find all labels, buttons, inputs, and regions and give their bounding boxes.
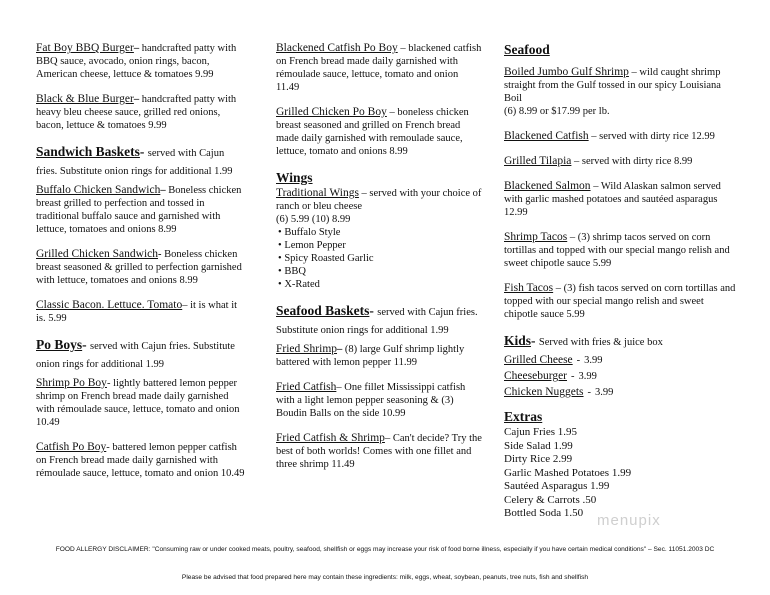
item-name: Shrimp Tacos — [504, 231, 568, 243]
extras-list — [504, 426, 740, 521]
section-heading-wings: Wings — [276, 170, 313, 185]
list-item: • Lemon Pepper — [276, 239, 482, 252]
item-desc: battered lemon pepper catfish on French bread made daily garnished with rémoulade sauce, lettuce, tomato and onion 10.49 — [36, 442, 245, 479]
item-desc: served with dirty rice 8.99 — [581, 156, 693, 167]
item-desc: Boneless chicken breast seasoned & grilled to perfection garnished with lettuce, tomatoes and onions 8.99 — [36, 249, 242, 286]
menu-item: Fried Shrimp– (8) large Gulf shrimp lightly battered with lemon pepper 11.99 — [276, 343, 465, 368]
menu-item: Grilled Chicken Sandwich- Boneless chicken breast seasoned & grilled to perfection garnished with lettuce, tomatoes and onions 8.99 — [36, 248, 242, 286]
section-heading-po-boys: Po Boys- served with Cajun fries. Substitute onion rings for additional 1.99 — [36, 337, 235, 370]
item-desc: Can't decide? Try the best of both worlds! Comes with one fillet and three shrimp 11.49 — [276, 433, 482, 470]
item-desc: boneless chicken breast seasoned and grilled on French bread made daily garnished with remoulade sauce, lettuce, tomato and onions 8.99 — [276, 107, 469, 157]
watermark-logo: menupix — [597, 512, 661, 529]
wing-flavor-list — [276, 226, 482, 291]
list-item: Garlic Mashed Potatoes 1.99 — [504, 466, 632, 479]
item-desc: handcrafted patty with BBQ sauce, avocado, onion rings, bacon, American cheese, lettuce & tomatoes 9.99 — [36, 43, 237, 80]
allergy-disclaimer: FOOD ALLERGY DISCLAIMER: "Consuming raw or under cooked meats, poultry, seafood, shellfish or eggs may increase your risk of food borne illness, especially if you have certain medical conditions" – Sec. 11051.2003 DC — [55, 546, 715, 553]
menu-item: Catfish Po Boy- battered lemon pepper catfish on French bread made daily garnished with rémoulade sauce, lettuce, tomato and onion 10.49 — [36, 441, 245, 479]
item-name: Black & Blue Burger — [36, 93, 134, 105]
list-item: Bottled Soda 1.50 — [504, 507, 584, 519]
section-desc: Served with fries & juice box — [538, 337, 663, 348]
item-desc: (8) large Gulf shrimp lightly battered with lemon pepper 11.99 — [276, 344, 465, 368]
item-desc: lightly battered lemon pepper shrimp on French bread made daily garnished with rémoulade sauce, lettuce, tomato and onion 10.49 — [36, 378, 240, 428]
item-desc: Boneless chicken breast grilled to perfection and tossed in traditional buffalo sauce and garnished with lettuce, tomatoes and onions 8.99 — [36, 185, 242, 235]
item-desc: (3) shrimp tacos served on corn tortillas and topped with our special mango relish and sweet chipotle sauce 5.99 — [504, 232, 730, 269]
item-name: Blackened Salmon — [504, 180, 591, 192]
menu-item: Blackened Catfish – served with dirty rice 12.99 — [504, 130, 715, 142]
section-heading-seafood-baskets: Seafood Baskets- served with Cajun fries. Substitute onion rings for additional 1.99 — [276, 303, 478, 336]
item-name: Classic Bacon. Lettuce. Tomato — [36, 299, 183, 311]
item-name: Grilled Chicken Po Boy — [276, 106, 387, 118]
item-desc: (3) fish tacos served on corn tortillas and topped with our special mango relish and sweet chipotle sauce 5.99 — [504, 283, 736, 320]
ingredients-notice: Please be advised that food prepared here may contain these ingredients: milk, eggs, wheat, soybean, peanuts, tree nuts, fish and shellfish — [181, 574, 589, 581]
list-item: Dirty Rice 2.99 — [504, 453, 573, 465]
section-heading-sandwich-baskets: Sandwich Baskets- served with Cajun fries. Substitute onion rings for additional 1.99 — [36, 144, 233, 177]
item-price: 3.99 — [595, 387, 614, 398]
menu-item: Shrimp Po Boy- lightly battered lemon pepper shrimp on French bread made daily garnished with rémoulade sauce, lettuce, tomato and onion 10.49 — [36, 377, 240, 428]
extras-section — [504, 409, 740, 521]
menu-item: Fat Boy BBQ Burger– handcrafted patty with BBQ sauce, avocado, onion rings, bacon, American cheese, lettuce & tomatoes 9.99 — [36, 42, 237, 80]
menu-item: Fried Catfish– One fillet Mississippi catfish with a light lemon pepper seasoning & (3) Boudin Balls on the side 10.99 — [276, 381, 466, 419]
item-desc: served with dirty rice 12.99 — [599, 131, 715, 142]
item-desc: it is what it is. 5.99 — [36, 300, 238, 324]
list-item: • Spicy Roasted Garlic — [276, 252, 482, 265]
item-desc: served with your choice of ranch or bleu cheese — [276, 188, 482, 212]
menu-item: Fried Catfish & Shrimp– Can't decide? Try the best of both worlds! Comes with one fillet and three shrimp 11.49 — [276, 432, 482, 470]
item-name: Fried Shrimp — [276, 343, 338, 355]
menu-item: Grilled Cheese - 3.99 — [504, 354, 603, 366]
menu-item: Fish Tacos – (3) fish tacos served on corn tortillas and topped with our special mango relish and sweet chipotle sauce 5.99 — [504, 282, 736, 320]
item-name: Traditional Wings — [276, 187, 359, 199]
list-item: • BBQ — [276, 265, 482, 278]
list-item: Sautéed Asparagus 1.99 — [504, 480, 610, 492]
menu-item: Chicken Nuggets - 3.99 — [504, 386, 614, 398]
item-desc: wild caught shrimp straight from the Gulf tossed in our spicy Louisiana Boil — [504, 67, 721, 104]
menu-item: Blackened Catfish Po Boy – blackened catfish on French bread made daily garnished with rémoulade sauce, lettuce, tomato and onion 11.49 — [276, 42, 482, 93]
list-item: • X-Rated — [276, 278, 482, 291]
item-name: Grilled Cheese — [504, 354, 573, 366]
section-heading-seafood: Seafood — [504, 42, 550, 57]
item-desc: handcrafted patty with heavy bleu cheese sauce, grilled red onions, bacon, lettuce & tomatoes 9.99 — [36, 94, 237, 131]
item-name: Grilled Chicken Sandwich — [36, 248, 159, 260]
menu-item: Black & Blue Burger– handcrafted patty with heavy bleu cheese sauce, grilled red onions, bacon, lettuce & tomatoes 9.99 — [36, 93, 237, 131]
section-heading-kids: Kids- Served with fries & juice box — [504, 333, 663, 348]
menu-item: Buffalo Chicken Sandwich– Boneless chicken breast grilled to perfection and tossed in traditional buffalo sauce and garnished with lettuce, tomatoes and onions 8.99 — [36, 184, 242, 235]
item-desc: Wild Alaskan salmon served with garlic mashed potatoes and sautéed asparagus 12.99 — [504, 181, 721, 218]
item-desc: One fillet Mississippi catfish with a light lemon pepper seasoning & (3) Boudin Balls on the side 10.99 — [276, 382, 466, 419]
item-name: Catfish Po Boy — [36, 441, 107, 453]
list-item: Side Salad 1.99 — [504, 439, 573, 452]
item-name: Fried Catfish — [276, 381, 337, 393]
list-item: • Buffalo Style — [276, 226, 482, 239]
menu-item: Boiled Jumbo Gulf Shrimp – wild caught shrimp straight from the Gulf tossed in our spicy Louisiana Boil (6) 8.99 or $17.99 per lb. — [504, 66, 721, 117]
section-heading-extras: Extras — [504, 409, 543, 424]
menu-item: Classic Bacon. Lettuce. Tomato– it is what it is. 5.99 — [36, 299, 238, 324]
item-price: (6) 5.99 (10) 8.99 — [276, 214, 351, 225]
menu-item: Shrimp Tacos – (3) shrimp tacos served on corn tortillas and topped with our special mango relish and sweet chipotle sauce 5.99 — [504, 231, 730, 269]
item-name: Grilled Tilapia — [504, 155, 572, 167]
item-name: Fat Boy BBQ Burger — [36, 42, 134, 54]
item-name: Buffalo Chicken Sandwich — [36, 184, 161, 196]
item-desc: blackened catfish on French bread made daily garnished with rémoulade sauce, lettuce, tomato and onion 11.49 — [276, 43, 482, 93]
item-name: Cheeseburger — [504, 370, 568, 382]
item-name: Shrimp Po Boy — [36, 377, 107, 389]
menu-item: Traditional Wings – served with your choice of ranch or bleu cheese (6) 5.99 (10) 8.99 • Buffalo Style • Lemon Pepper • Spicy Roasted Garlic • BBQ • X-Rated — [276, 187, 482, 291]
item-price: 3.99 — [578, 371, 597, 382]
menu-column-2 — [276, 42, 482, 483]
item-price: 3.99 — [584, 355, 603, 366]
item-name: Chicken Nuggets — [504, 386, 584, 398]
menu-item: Blackened Salmon – Wild Alaskan salmon served with garlic mashed potatoes and sautéed asparagus 12.99 — [504, 180, 721, 218]
menu-item: Cheeseburger - 3.99 — [504, 370, 597, 382]
item-name: Fish Tacos — [504, 282, 554, 294]
item-name: Boiled Jumbo Gulf Shrimp — [504, 66, 629, 78]
section-desc: served with Cajun fries. Substitute onion rings for additional 1.99 — [36, 341, 235, 370]
item-name: Blackened Catfish Po Boy — [276, 42, 398, 54]
menu-item: Grilled Chicken Po Boy – boneless chicken breast seasoned and grilled on French bread made daily garnished with remoulade sauce, lettuce, tomato and onions 8.99 — [276, 106, 469, 157]
menu-column-1 — [36, 42, 248, 492]
menu-item: Grilled Tilapia – served with dirty rice 8.99 — [504, 155, 693, 167]
menu-column-3 — [504, 42, 740, 521]
section-desc: served with Cajun fries. Substitute onion rings for additional 1.99 — [276, 307, 478, 336]
item-name: Fried Catfish & Shrimp — [276, 432, 385, 444]
section-desc: served with Cajun fries. Substitute onion rings for additional 1.99 — [36, 148, 233, 177]
list-item: Cajun Fries 1.95 — [504, 426, 578, 438]
item-name: Blackened Catfish — [504, 130, 589, 142]
item-price: (6) 8.99 or $17.99 per lb. — [504, 106, 610, 117]
list-item: Celery & Carrots .50 — [504, 493, 597, 506]
